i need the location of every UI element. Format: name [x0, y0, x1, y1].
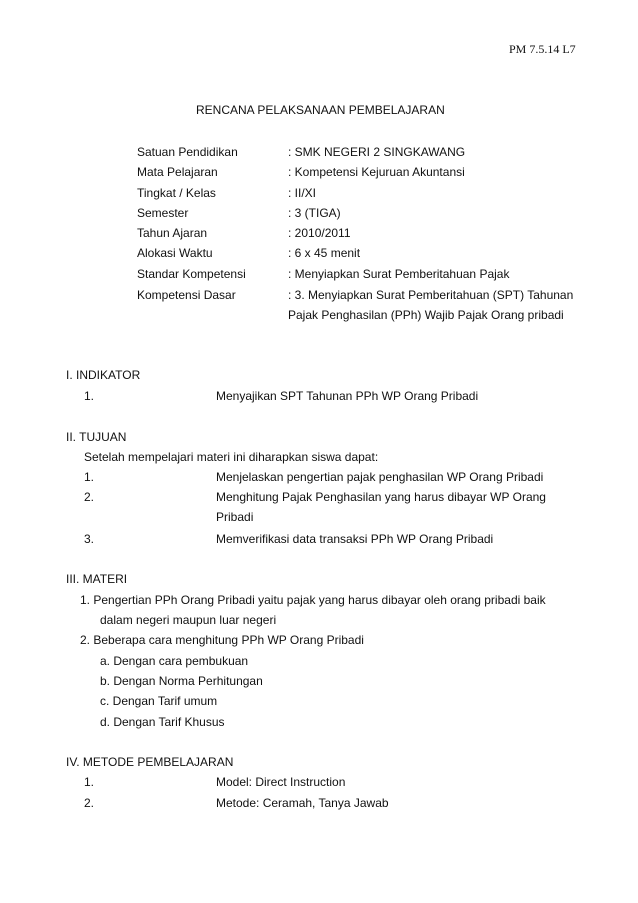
identity-label: Standar Kompetensi	[137, 267, 246, 281]
section-heading-indikator: I. INDIKATOR	[66, 368, 141, 382]
identity-label: Kompetensi Dasar	[137, 288, 236, 302]
section-heading-metode: IV. METODE PEMBELAJARAN	[66, 755, 234, 769]
identity-value: : 2010/2011	[288, 226, 351, 240]
identity-value: : Kompetensi Kejuruan Akuntansi	[288, 165, 465, 179]
section-heading-materi: III. MATERI	[66, 572, 128, 586]
materi-subitem: c. Dengan Tarif umum	[100, 694, 218, 708]
list-item-number: 1.	[84, 389, 95, 403]
identity-value: : 3. Menyiapkan Surat Pemberitahuan (SPT) Tahunan	[288, 288, 574, 302]
identity-value: : SMK NEGERI 2 SINGKAWANG	[288, 145, 466, 159]
identity-value: : Menyiapkan Surat Pemberitahuan Pajak	[288, 267, 510, 281]
list-item-number: 1.	[84, 470, 95, 484]
identity-value: : II/XI	[288, 186, 317, 200]
list-item-text: Menghitung Pajak Penghasilan yang harus dibayar WP Orang	[216, 490, 546, 504]
identity-label: Mata Pelajaran	[137, 165, 218, 179]
materi-item: 1. Pengertian PPh Orang Pribadi yaitu pajak yang harus dibayar oleh orang pribadi baik	[80, 593, 546, 607]
materi-subitem: d. Dengan Tarif Khusus	[100, 715, 225, 729]
materi-item-continuation: dalam negeri maupun luar negeri	[100, 613, 277, 627]
identity-label: Tingkat / Kelas	[137, 186, 216, 200]
identity-label: Alokasi Waktu	[137, 246, 213, 260]
identity-label: Semester	[137, 206, 189, 220]
materi-subitem: a. Dengan cara pembukuan	[100, 654, 249, 668]
list-item-number: 2.	[84, 796, 95, 810]
materi-item: 2. Beberapa cara menghitung PPh WP Orang Pribadi	[80, 633, 364, 647]
list-item-number: 1.	[84, 775, 95, 789]
document-title: RENCANA PELAKSANAAN PEMBELAJARAN	[196, 103, 445, 117]
list-item-number: 2.	[84, 490, 95, 504]
section-heading-tujuan: II. TUJUAN	[66, 430, 127, 444]
identity-value: : 6 x 45 menit	[288, 246, 361, 260]
list-item-text: Memverifikasi data transaksi PPh WP Orang Pribadi	[216, 532, 494, 546]
list-item-text: Model: Direct Instruction	[216, 775, 346, 789]
list-item-text: Menyajikan SPT Tahunan PPh WP Orang Pribadi	[216, 389, 479, 403]
list-item-text-continuation: Pribadi	[216, 510, 254, 524]
list-item-text: Menjelaskan pengertian pajak penghasilan WP Orang Pribadi	[216, 470, 544, 484]
identity-label: Tahun Ajaran	[137, 226, 208, 240]
list-item-text: Metode: Ceramah, Tanya Jawab	[216, 796, 389, 810]
document-code: PM 7.5.14 L7	[509, 42, 576, 56]
list-item-number: 3.	[84, 532, 95, 546]
identity-label: Satuan Pendidikan	[137, 145, 238, 159]
materi-subitem: b. Dengan Norma Perhitungan	[100, 674, 263, 688]
identity-value: : 3 (TIGA)	[288, 206, 341, 220]
identity-value-continuation: Pajak Penghasilan (PPh) Wajib Pajak Orang pribadi	[288, 308, 564, 322]
tujuan-intro: Setelah mempelajari materi ini diharapkan siswa dapat:	[84, 450, 379, 464]
